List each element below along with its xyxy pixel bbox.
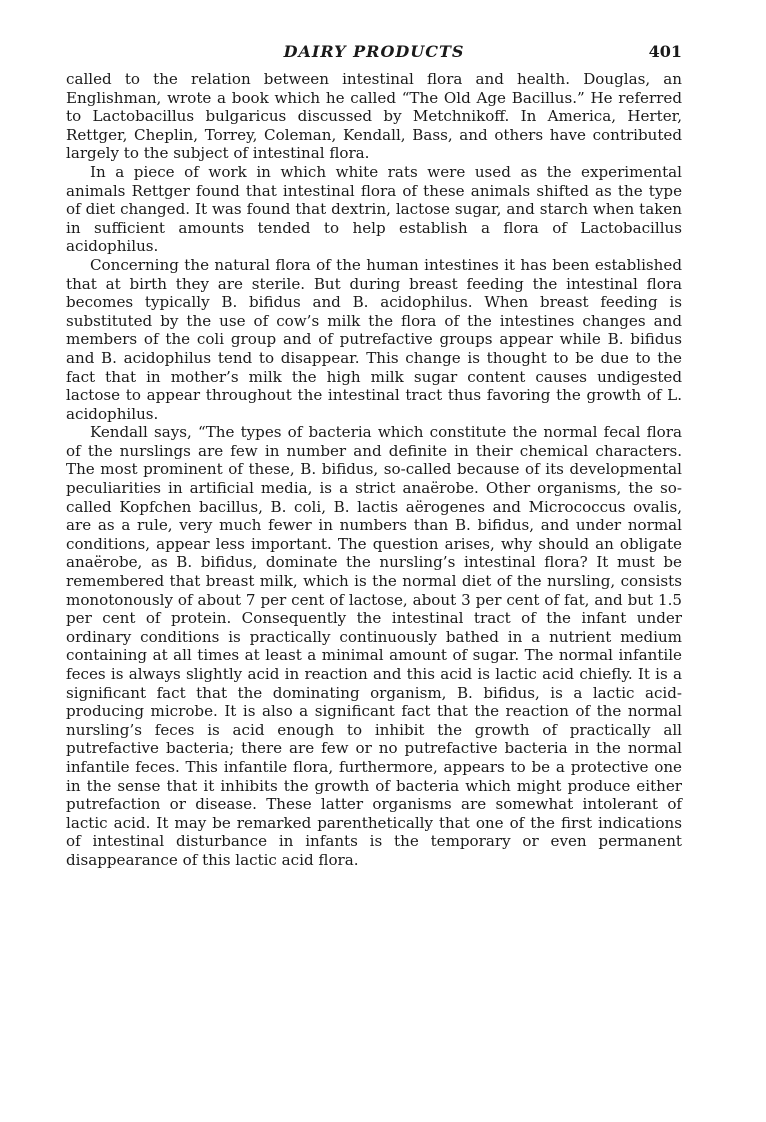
paragraph-kendall-quote: Kendall says, “The types of bacteria which constitute the normal fecal flora of the nurslings are few in number and definite in their chemical characters. The most prominent of these, B. bifidus, so-called because of its developmental peculiarities in artificial media, is a strict anaërobe. Other organisms, the so-called Kopfchen bacillus, B. coli, B. lactis aërogenes and Micrococcus ovalis, are as a rule, very much fewer in numbers than B. bifidus, and under normal conditions, appear less important. The question arises, why should an obligate anaërobe, as B. bifidus, dominate the nursling’s intestinal flora? It must be remembered that breast milk, which is the normal diet of the nursling, consists monotonously of about 7 per cent of lactose, about 3 per cent of fat, and but 1.5 per cent of protein. Consequently the intestinal tract of the infant under ordinary conditions is practically continuously bathed in a nutrient medium containing at all times at least a minimal amount of sugar. The normal infantile feces is always slightly acid in reaction and this acid is lactic acid chiefly. It is a significant fact that the dominating organism, B. bifidus, is a lactic acid-producing microbe. It is also a significant fact that the reaction of the normal nursling’s feces is acid enough to inhibit the growth of practically all putrefactive bacteria; there are few or no putrefactive bacteria in the normal infantile feces. This infantile flora, furthermore, appears to be a protective one in the sense that it inhibits the growth of bacteria which might produce either putrefaction or disease. These latter organisms are somewhat intolerant of lactic acid. It may be remarked parenthetically that one of the first indications of intestinal disturbance in infants is the temporary or even permanent disappearance of this lactic acid flora.	[66, 423, 682, 869]
body-text	[66, 70, 682, 870]
running-head	[66, 40, 682, 64]
paragraph-natural-flora: Concerning the natural flora of the human intestines it has been established that at birth they are sterile. But during breast feeding the intestinal flora becomes typically B. bifidus and B. acidophilus. When breast feeding is substituted by the use of cow’s milk the flora of the intestines changes and members of the coli group and of putrefactive groups appear while B. bifidus and B. acidophilus tend to disappear. This change is thought to be due to the fact that in mother’s milk the high milk sugar content causes undigested lactose to appear throughout the intestinal tract thus favoring the growth of L. acidophilus.	[66, 255, 682, 423]
paragraph-rettger-experiment: In a piece of work in which white rats were used as the experimental animals Rettger found that intestinal flora of these animals shifted as the type of diet changed. It was found that dextrin, lactose sugar, and starch when taken in sufficient amounts tended to help establish a flora of Lactobacillus acidophilus.	[66, 162, 682, 256]
book-page	[66, 40, 682, 870]
running-title: DAIRY PRODUCTS	[283, 42, 465, 61]
paragraph-continued: called to the relation between intestinal flora and health. Douglas, an Englishman, wrote a book which he called “The Old Age Bacillus.” He referred to Lactobacillus bulgaricus discussed by Metchnikoff. In America, Herter, Rettger, Cheplin, Torrey, Coleman, Kendall, Bass, and others have contributed largely to the subject of intestinal flora.	[66, 70, 682, 163]
page-number: 401	[648, 42, 682, 61]
